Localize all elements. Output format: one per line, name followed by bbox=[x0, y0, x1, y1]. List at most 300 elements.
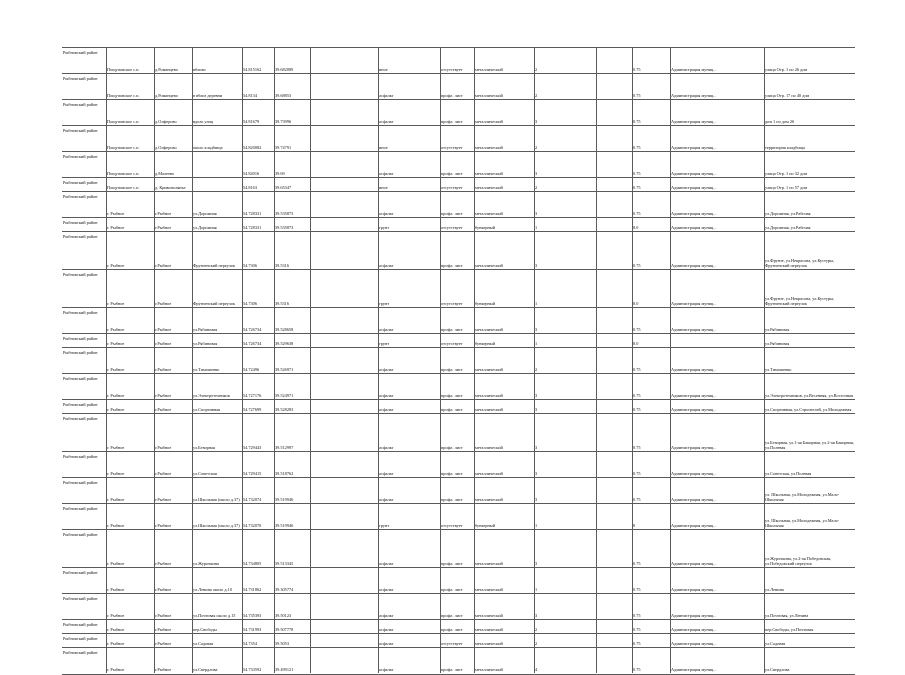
column-divider bbox=[440, 47, 441, 673]
cell-container-count: 3 bbox=[535, 393, 538, 399]
cell-container-count: 3 bbox=[535, 211, 538, 217]
cell-district: Рыбновский район bbox=[63, 350, 98, 355]
cell-fence: профл. лист bbox=[441, 497, 463, 503]
column-divider bbox=[474, 47, 475, 673]
cell-address: вдоль улиц bbox=[193, 119, 214, 125]
cell-served-objects: ул.Советская, ул.Полевая bbox=[765, 471, 812, 477]
cell-container-type: металлический bbox=[475, 641, 503, 647]
cell-surface: асфальт bbox=[379, 445, 394, 451]
cell-owner: Администрация муниц... bbox=[671, 171, 717, 177]
cell-container-type: металлический bbox=[475, 171, 503, 177]
cell-address: ул.Школьная (около д.37) bbox=[193, 523, 240, 529]
cell-district: Рыбновский район bbox=[63, 154, 98, 159]
cell-district: Рыбновский район bbox=[63, 416, 98, 421]
cell-locality: г.Рыбное bbox=[155, 627, 172, 633]
cell-locality: г.Рыбное bbox=[155, 341, 172, 347]
cell-owner: Администрация муниц... bbox=[671, 667, 717, 673]
cell-address: ул.Ленина около д.10 bbox=[193, 587, 232, 593]
cell-longitude: 39.513345 bbox=[275, 561, 294, 567]
cell-longitude: 39.69 bbox=[275, 171, 285, 177]
table-row bbox=[62, 477, 855, 504]
cell-volume: 0.75 bbox=[633, 185, 641, 191]
cell-latitude: 54.815162 bbox=[243, 67, 262, 73]
cell-district: Рыбновский район bbox=[63, 336, 98, 341]
cell-volume: 0.75 bbox=[633, 471, 641, 477]
cell-locality: г.Рыбное bbox=[155, 641, 172, 647]
cell-owner: Администрация муниц... bbox=[671, 185, 717, 191]
column-divider bbox=[764, 47, 765, 673]
cell-locality: г.Рыбное bbox=[155, 523, 172, 529]
cell-district: Рыбновский район bbox=[63, 234, 98, 239]
cell-served-objects: ул.Дорожная, ул.Рабочая bbox=[765, 211, 811, 217]
cell-settlement: г. Рыбное bbox=[107, 613, 125, 619]
cell-volume: 0.75 bbox=[633, 497, 641, 503]
cell-owner: Администрация муниц... bbox=[671, 301, 717, 307]
cell-address: ул.Советская bbox=[193, 471, 217, 477]
table-row bbox=[62, 73, 855, 100]
cell-volume: 0.75 bbox=[633, 561, 641, 567]
cell-volume: 0.75 bbox=[633, 327, 641, 333]
cell-container-type: металлический bbox=[475, 407, 503, 413]
cell-served-objects: ул.Дорожная, ул.Рабочая bbox=[765, 225, 811, 231]
table-row bbox=[62, 399, 855, 414]
cell-container-type: металлический bbox=[475, 145, 503, 151]
cell-volume: 8.0 bbox=[633, 341, 639, 347]
cell-latitude: 54.820082 bbox=[243, 145, 262, 151]
cell-volume: 0.75 bbox=[633, 367, 641, 373]
cell-volume: 0.75 bbox=[633, 119, 641, 125]
cell-settlement: г. Рыбное bbox=[107, 667, 125, 673]
cell-locality: г.Рыбное bbox=[155, 407, 172, 413]
cell-served-objects: дом 1 по дом 26 bbox=[765, 119, 795, 125]
cell-fence: отсутствует bbox=[441, 225, 463, 231]
cell-surface: асфальт bbox=[379, 171, 394, 177]
cell-surface: асфальт bbox=[379, 407, 394, 413]
cell-surface: асфальт bbox=[379, 667, 394, 673]
cell-surface: иное bbox=[379, 67, 388, 73]
cell-address: ул.Безирная bbox=[193, 445, 215, 451]
cell-address: ул.Садовая bbox=[193, 641, 214, 647]
cell-served-objects: ул.Рябиновая bbox=[765, 341, 790, 347]
cell-container-type: металлический bbox=[475, 119, 503, 125]
cell-container-type: металлический bbox=[475, 471, 503, 477]
cell-district: Рыбновский район bbox=[63, 128, 98, 133]
cell-locality: г.Рыбное bbox=[155, 327, 172, 333]
cell-fence: отсутствует bbox=[441, 145, 463, 151]
cell-latitude: 54.728331 bbox=[243, 225, 262, 231]
cell-served-objects: улица Отр. 1 по 32 дом bbox=[765, 171, 808, 177]
table-row bbox=[62, 503, 855, 530]
cell-volume: 0.75 bbox=[633, 407, 641, 413]
cell-fence: профл. лист bbox=[441, 561, 463, 567]
cell-owner: Администрация муниц... bbox=[671, 523, 717, 529]
cell-longitude: 39.512997 bbox=[275, 445, 294, 451]
cell-volume: 8 bbox=[633, 523, 636, 529]
cell-longitude: 39.305774 bbox=[275, 587, 294, 593]
cell-container-type: металлический bbox=[475, 587, 503, 593]
cell-surface: асфальт bbox=[379, 93, 394, 99]
cell-settlement: г. Рыбное bbox=[107, 211, 125, 217]
cell-latitude: 54.72496 bbox=[243, 367, 260, 373]
cell-settlement: г. Рыбное bbox=[107, 393, 125, 399]
cell-volume: 0.75 bbox=[633, 145, 641, 151]
cell-settlement: г. Рыбное bbox=[107, 327, 125, 333]
cell-container-count: 3 bbox=[535, 407, 538, 413]
column-divider bbox=[596, 47, 597, 673]
cell-owner: Администрация муниц... bbox=[671, 211, 717, 217]
cell-latitude: 54.727176 bbox=[243, 393, 262, 399]
cell-container-count: 1 bbox=[535, 301, 538, 307]
cell-surface: асфальт bbox=[379, 627, 394, 633]
cell-longitude: 39.524971 bbox=[275, 393, 294, 399]
cell-district: Рыбновский район bbox=[63, 76, 98, 81]
cell-served-objects: ул.Спортивная, ул.Строителей, ул.Молодежная bbox=[765, 407, 852, 413]
cell-container-count: 1 bbox=[535, 225, 538, 231]
cell-container-count: 3 bbox=[535, 171, 538, 177]
cell-container-count: 2 bbox=[535, 185, 538, 191]
cell-settlement: Пощуповское с.п. bbox=[107, 171, 140, 177]
cell-locality: д.Романцево bbox=[155, 67, 178, 73]
cell-latitude: 54.731862 bbox=[243, 587, 262, 593]
cell-longitude: 39.74791 bbox=[275, 145, 292, 151]
cell-address: ул.Школьная (около д.37) bbox=[193, 497, 240, 503]
cell-surface: асфальт bbox=[379, 641, 394, 647]
cell-longitude: 39.5053 bbox=[275, 641, 289, 647]
column-divider bbox=[632, 47, 633, 673]
cell-latitude: 54.731993 bbox=[243, 627, 262, 633]
cell-fence: профл. лист bbox=[441, 119, 463, 125]
cell-surface: асфальт bbox=[379, 211, 394, 217]
cell-locality: д. Кривополянье bbox=[155, 185, 186, 191]
table-row bbox=[62, 177, 855, 192]
cell-served-objects: территория кладбища bbox=[765, 145, 805, 151]
cell-served-objects: ул.Тимошенко bbox=[765, 367, 792, 373]
cell-container-type: металлический bbox=[475, 67, 503, 73]
cell-settlement: г. Рыбное bbox=[107, 523, 125, 529]
table-row bbox=[62, 633, 855, 648]
cell-address: Фрунзенский переулок bbox=[193, 301, 236, 307]
cell-owner: Администрация муниц... bbox=[671, 119, 717, 125]
cell-container-count: 2 bbox=[535, 627, 538, 633]
cell-owner: Администрация муниц... bbox=[671, 407, 717, 413]
column-divider bbox=[378, 47, 379, 673]
cell-locality: г.Рыбное bbox=[155, 225, 172, 231]
cell-container-count: 2 bbox=[535, 93, 538, 99]
cell-container-type: металлический bbox=[475, 327, 503, 333]
cell-settlement: Пощуповское с.п. bbox=[107, 145, 140, 151]
cell-settlement: г. Рыбное bbox=[107, 497, 125, 503]
cell-address: ул.Рябиновая bbox=[193, 327, 218, 333]
cell-container-type: металлический bbox=[475, 561, 503, 567]
cell-surface: асфальт bbox=[379, 393, 394, 399]
cell-address: ул.Свердлова bbox=[193, 667, 218, 673]
cell-address: ул.Спортивная bbox=[193, 407, 220, 413]
table-row bbox=[62, 333, 855, 348]
cell-settlement: Пощуповское с.п. bbox=[107, 67, 140, 73]
cell-owner: Администрация муниц... bbox=[671, 393, 717, 399]
table-row bbox=[62, 347, 855, 374]
cell-latitude: 54.734805 bbox=[243, 561, 262, 567]
cell-owner: Администрация муниц... bbox=[671, 367, 717, 373]
cell-locality: г.Рыбное bbox=[155, 587, 172, 593]
cell-volume: 0.75 bbox=[633, 613, 641, 619]
cell-longitude: 39.73996 bbox=[275, 119, 292, 125]
cell-container-count: 3 bbox=[535, 561, 538, 567]
cell-address: ул.Почтовая около д.15 bbox=[193, 613, 236, 619]
cell-container-type: бункерный bbox=[475, 341, 495, 347]
cell-longitude: 39.65347 bbox=[275, 185, 292, 191]
cell-owner: Администрация муниц... bbox=[671, 613, 717, 619]
cell-container-type: металлический bbox=[475, 497, 503, 503]
cell-served-objects: улица Отр. 17 по 40 дом bbox=[765, 93, 810, 99]
cell-owner: Администрация муниц... bbox=[671, 93, 717, 99]
cell-locality: д.Романцево bbox=[155, 93, 178, 99]
cell-locality: г.Рыбное bbox=[155, 367, 172, 373]
table-row bbox=[62, 647, 855, 675]
table-row bbox=[62, 567, 855, 594]
cell-container-type: бункерный bbox=[475, 301, 495, 307]
table-row bbox=[62, 99, 855, 126]
cell-latitude: 54.8163 bbox=[243, 185, 257, 191]
cell-settlement: Пощуповское с.п. bbox=[107, 185, 140, 191]
cell-owner: Администрация муниц... bbox=[671, 327, 717, 333]
cell-district: Рыбновский район bbox=[63, 506, 98, 511]
cell-owner: Администрация муниц... bbox=[671, 445, 717, 451]
cell-latitude: 54.729415 bbox=[243, 471, 262, 477]
cell-owner: Администрация муниц... bbox=[671, 641, 717, 647]
cell-address: в вблиз деревни bbox=[193, 93, 223, 99]
cell-district: Рыбновский район bbox=[63, 570, 98, 575]
cell-served-objects: ул.Почтовая, ул.Ленина bbox=[765, 613, 809, 619]
column-divider bbox=[534, 47, 535, 673]
cell-address: ул.Дорожная bbox=[193, 225, 217, 231]
cell-address: около кладбища bbox=[193, 145, 223, 151]
cell-container-count: 3 bbox=[535, 327, 538, 333]
table-row bbox=[62, 217, 855, 232]
cell-fence: профл. лист bbox=[441, 667, 463, 673]
cell-settlement: г. Рыбное bbox=[107, 407, 125, 413]
cell-volume: 0.75 bbox=[633, 627, 641, 633]
cell-latitude: 54.7354 bbox=[243, 641, 257, 647]
cell-owner: Администрация муниц... bbox=[671, 67, 717, 73]
cell-address: ул.Электротехников bbox=[193, 393, 230, 399]
cell-latitude: 54.7306 bbox=[243, 263, 257, 269]
cell-address: Фрунзенский переулок bbox=[193, 263, 236, 269]
table-row bbox=[62, 125, 855, 152]
table-row bbox=[62, 451, 855, 478]
cell-latitude: 54.727699 bbox=[243, 407, 262, 413]
cell-district: Рыбновский район bbox=[63, 272, 98, 277]
cell-settlement: г. Рыбное bbox=[107, 627, 125, 633]
cell-district: Рыбновский район bbox=[63, 480, 98, 485]
cell-longitude: 39.529638 bbox=[275, 341, 294, 347]
table-row bbox=[62, 373, 855, 400]
cell-longitude: 39.518762 bbox=[275, 471, 294, 477]
cell-latitude: 54.732074 bbox=[243, 497, 262, 503]
cell-longitude: 39.535873 bbox=[275, 211, 294, 217]
cell-container-type: металлический bbox=[475, 263, 503, 269]
cell-surface: грунт bbox=[379, 523, 390, 529]
cell-longitude: 39.5316 bbox=[275, 263, 289, 269]
table-row bbox=[62, 231, 855, 270]
cell-settlement: г. Рыбное bbox=[107, 263, 125, 269]
column-divider bbox=[242, 47, 243, 673]
cell-container-type: бункерный bbox=[475, 523, 495, 529]
cell-district: Рыбновский район bbox=[63, 310, 98, 315]
column-divider bbox=[106, 47, 107, 673]
cell-surface: асфальт bbox=[379, 613, 394, 619]
cell-volume: 0.75 bbox=[633, 171, 641, 177]
cell-fence: профл. лист bbox=[441, 93, 463, 99]
cell-surface: асфальт bbox=[379, 367, 394, 373]
cell-container-type: металлический bbox=[475, 367, 503, 373]
cell-container-count: 3 bbox=[535, 119, 538, 125]
cell-surface: асфальт bbox=[379, 561, 394, 567]
column-divider bbox=[670, 47, 671, 673]
cell-latitude: 54.729443 bbox=[243, 445, 262, 451]
cell-address: ул.Журочкина bbox=[193, 561, 219, 567]
cell-district: Рыбновский район bbox=[63, 376, 98, 381]
cell-served-objects: ул.Свердлова bbox=[765, 667, 790, 673]
cell-settlement: г. Рыбное bbox=[107, 587, 125, 593]
cell-surface: асфальт bbox=[379, 119, 394, 125]
cell-district: Рыбновский район bbox=[63, 650, 98, 655]
cell-volume: 0.75 bbox=[633, 263, 641, 269]
cell-container-type: металлический bbox=[475, 93, 503, 99]
cell-served-objects: ул.Журочкина, ул.2-ая Победовская, ул.Победовский переулок bbox=[765, 555, 832, 567]
cell-settlement: г. Рыбное bbox=[107, 561, 125, 567]
column-divider bbox=[154, 47, 155, 673]
cell-container-count: 2 bbox=[535, 67, 538, 73]
cell-owner: Администрация муниц... bbox=[671, 471, 717, 477]
cell-surface: грунт bbox=[379, 341, 390, 347]
cell-settlement: г. Рыбное bbox=[107, 641, 125, 647]
cell-locality: г.Рыбное bbox=[155, 211, 172, 217]
cell-longitude: 39.50123 bbox=[275, 613, 292, 619]
cell-district: Рыбновский район bbox=[63, 220, 98, 225]
cell-container-type: металлический bbox=[475, 211, 503, 217]
cell-fence: профл. лист bbox=[441, 587, 463, 593]
cell-district: Рыбновский район bbox=[63, 596, 98, 601]
cell-latitude: 54.735393 bbox=[243, 613, 262, 619]
cell-locality: д.Олферово bbox=[155, 119, 177, 125]
cell-district: Рыбновский район bbox=[63, 622, 98, 627]
cell-surface: асфальт bbox=[379, 327, 394, 333]
cell-longitude: 39.68853 bbox=[275, 93, 292, 99]
cell-settlement: г. Рыбное bbox=[107, 367, 125, 373]
cell-surface: асфальт bbox=[379, 263, 394, 269]
cell-owner: Администрация муниц... bbox=[671, 627, 717, 633]
cell-fence: отсутствует bbox=[441, 641, 463, 647]
cell-latitude: 54.7306 bbox=[243, 301, 257, 307]
cell-locality: г.Рыбное bbox=[155, 445, 172, 451]
cell-volume: 0.75 bbox=[633, 211, 641, 217]
cell-latitude: 54.732070 bbox=[243, 523, 262, 529]
cell-fence: отсутствует bbox=[441, 341, 463, 347]
cell-latitude: 54.81679 bbox=[243, 119, 260, 125]
cell-served-objects: ул.Электротехников, ул.Весенняя, ул.Восточная bbox=[765, 393, 853, 399]
cell-surface: асфальт bbox=[379, 471, 394, 477]
cell-owner: Администрация муниц... bbox=[671, 145, 717, 151]
cell-locality: д.Малеево bbox=[155, 171, 175, 177]
cell-served-objects: ул.Садовая bbox=[765, 641, 786, 647]
cell-owner: Администрация муниц... bbox=[671, 263, 717, 269]
cell-fence: отсутствует bbox=[441, 301, 463, 307]
cell-locality: г.Рыбное bbox=[155, 393, 172, 399]
cell-volume: 0.75 bbox=[633, 667, 641, 673]
cell-locality: г.Рыбное bbox=[155, 613, 172, 619]
cell-container-count: 2 bbox=[535, 145, 538, 151]
column-divider bbox=[274, 47, 275, 673]
table-row bbox=[62, 269, 855, 308]
cell-surface: грунт bbox=[379, 301, 390, 307]
cell-latitude: 54.8134 bbox=[243, 93, 257, 99]
cell-longitude: 39.5316 bbox=[275, 301, 289, 307]
cell-container-count: 1 bbox=[535, 341, 538, 347]
cell-container-count: 3 bbox=[535, 497, 538, 503]
table-row bbox=[62, 307, 855, 334]
cell-fence: отсутствует bbox=[441, 523, 463, 529]
cell-longitude: 39.528283 bbox=[275, 407, 294, 413]
table-row bbox=[62, 593, 855, 620]
cell-surface: асфальт bbox=[379, 587, 394, 593]
cell-settlement: г. Рыбное bbox=[107, 225, 125, 231]
cell-locality: г.Рыбное bbox=[155, 561, 172, 567]
cell-district: Рыбновский район bbox=[63, 180, 98, 185]
cell-served-objects: ул. Школьная, ул.Молодежная, ул.Мало-Школьная bbox=[765, 491, 840, 503]
register-table bbox=[62, 47, 855, 673]
cell-longitude: 39.535873 bbox=[275, 225, 294, 231]
cell-settlement: Пощуповское с.п. bbox=[107, 93, 140, 99]
cell-volume: 0.75 bbox=[633, 445, 641, 451]
cell-container-type: металлический bbox=[475, 393, 503, 399]
cell-district: Рыбновский район bbox=[63, 402, 98, 407]
cell-locality: г.Рыбное bbox=[155, 497, 172, 503]
cell-owner: Администрация муниц... bbox=[671, 587, 717, 593]
cell-served-objects: ул.Фрунзе, ул.Некрасова, ул.Кустуры, Фрунзенский переулок bbox=[765, 257, 835, 269]
cell-longitude: 39.499121 bbox=[275, 667, 294, 673]
cell-longitude: 39.526971 bbox=[275, 367, 294, 373]
table-row bbox=[62, 191, 855, 218]
cell-fence: отсутствует bbox=[441, 185, 463, 191]
cell-fence: профл. лист bbox=[441, 627, 463, 633]
cell-fence: профл. лист bbox=[441, 171, 463, 177]
cell-surface: асфальт bbox=[379, 497, 394, 503]
cell-fence: профл. лист bbox=[441, 367, 463, 373]
cell-latitude: 54.726734 bbox=[243, 341, 262, 347]
cell-settlement: г. Рыбное bbox=[107, 301, 125, 307]
cell-served-objects: ул.Фрунзе, ул.Некрасова, ул.Кустуры, Фрунзенский переулок bbox=[765, 295, 835, 307]
cell-volume: 0.75 bbox=[633, 67, 641, 73]
cell-fence: профл. лист bbox=[441, 613, 463, 619]
cell-owner: Администрация муниц... bbox=[671, 225, 717, 231]
cell-settlement: г. Рыбное bbox=[107, 341, 125, 347]
cell-fence: профл. лист bbox=[441, 211, 463, 217]
cell-volume: 0.75 bbox=[633, 93, 641, 99]
cell-container-count: 4 bbox=[535, 667, 538, 673]
cell-container-count: 1 bbox=[535, 587, 538, 593]
column-divider bbox=[310, 47, 311, 673]
cell-surface: иное bbox=[379, 145, 388, 151]
cell-fence: отсутствует bbox=[441, 67, 463, 73]
cell-address: ул.Рябиновая bbox=[193, 341, 218, 347]
cell-container-count: 2 bbox=[535, 641, 538, 647]
cell-volume: 8.0 bbox=[633, 225, 639, 231]
cell-address: ул.Дорожная bbox=[193, 211, 217, 217]
cell-latitude: 54.733592 bbox=[243, 667, 262, 673]
cell-district: Рыбновский район bbox=[63, 454, 98, 459]
cell-longitude: 39.682089 bbox=[275, 67, 294, 73]
